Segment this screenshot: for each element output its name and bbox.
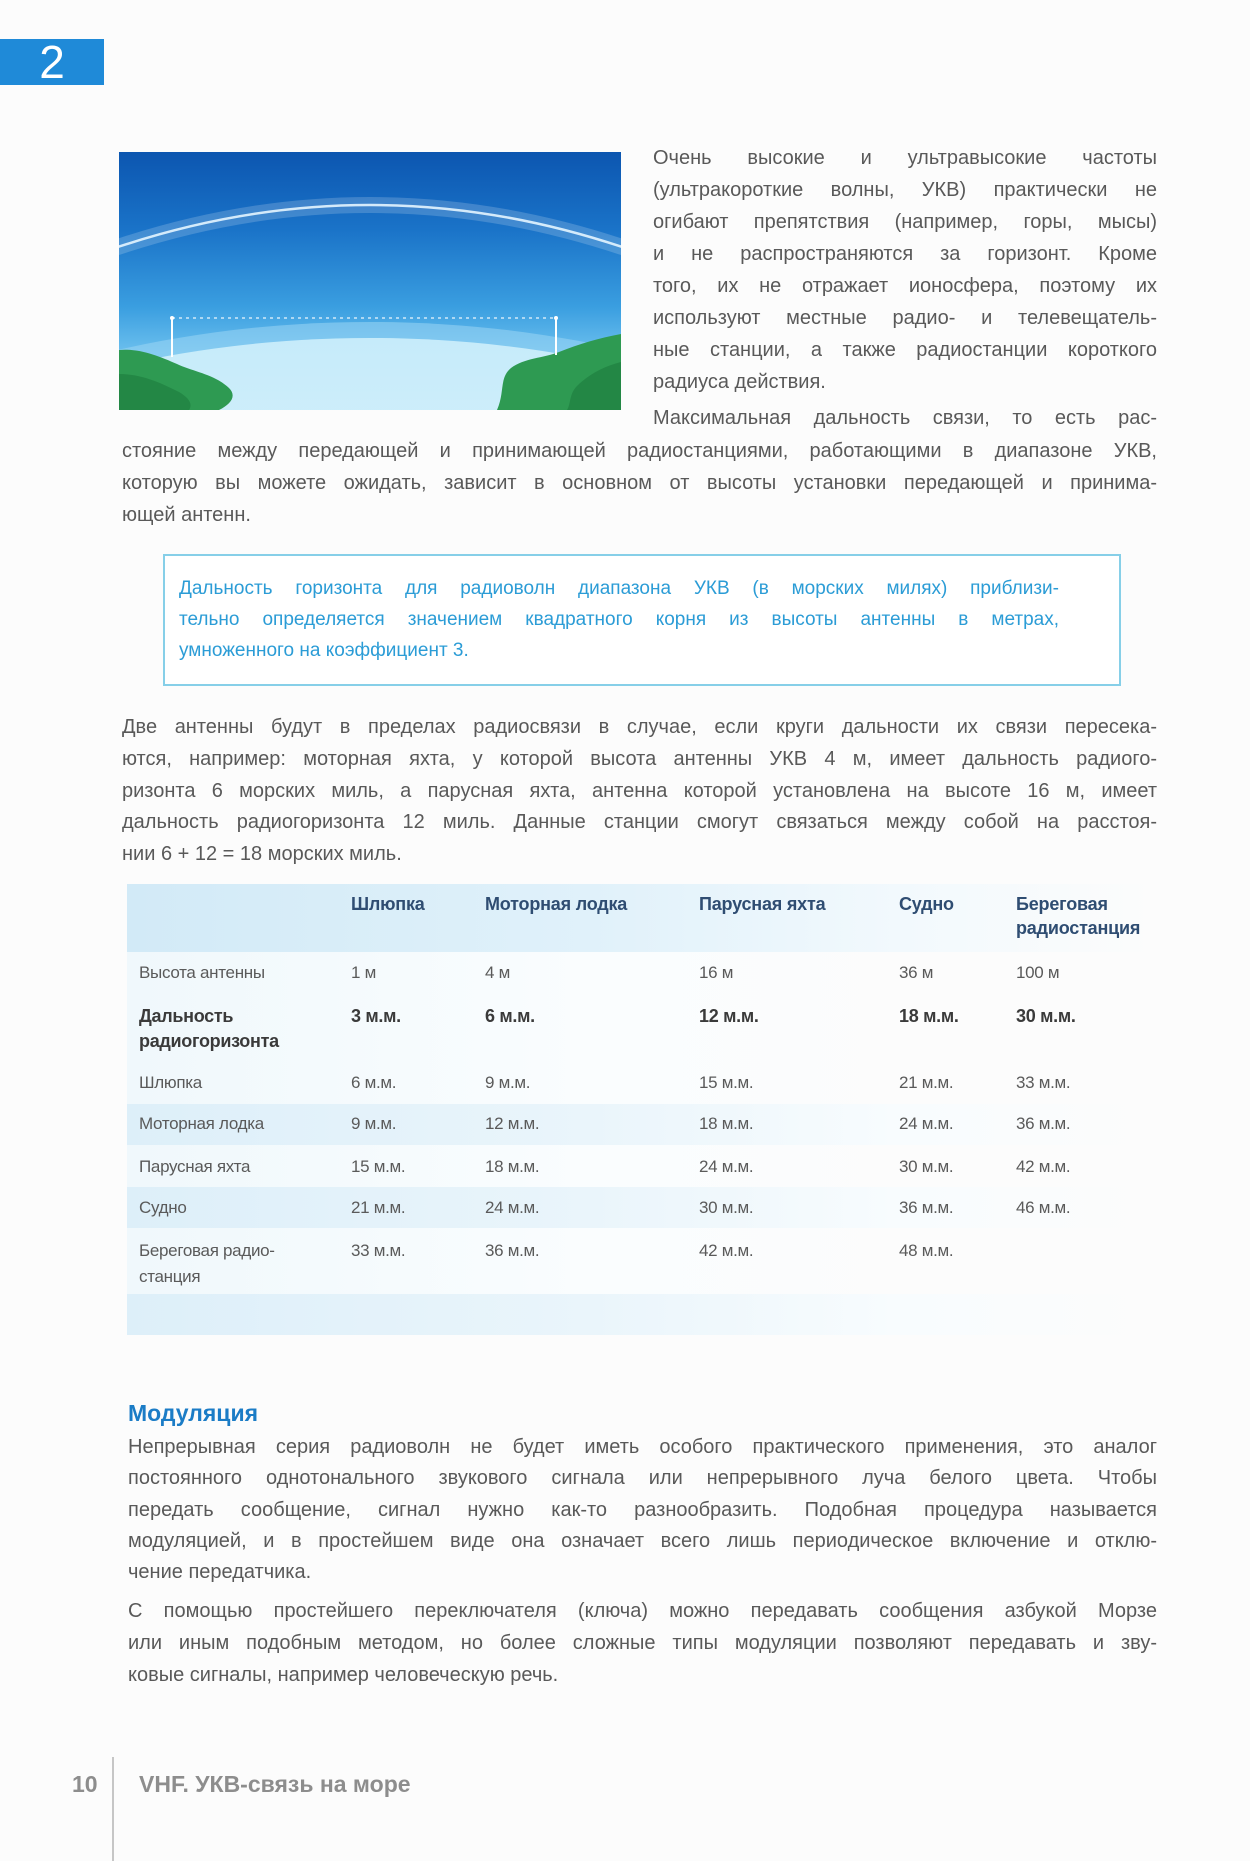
intro-line: радиуса действия. bbox=[653, 371, 826, 393]
intro-line: того, их не отражает ионосфера, поэтому их bbox=[653, 275, 1157, 297]
horizon-illustration-svg bbox=[119, 152, 621, 410]
table-corner-cell bbox=[127, 892, 345, 952]
antenna-left-tip bbox=[170, 316, 174, 320]
chapter-tab bbox=[0, 36, 104, 88]
table-cell: 18 м.м. bbox=[899, 1006, 959, 1026]
radio-range-table bbox=[127, 884, 1157, 1335]
table-row bbox=[127, 952, 1157, 994]
intro-line: (ультракороткие волны, УКВ) практически не bbox=[653, 179, 1157, 201]
modulation-paragraph-1-line: модуляцией, и в простейшем виде она означает всего лишь периодическое включение и отклю- bbox=[128, 1529, 1157, 1552]
range-text-line: Максимальная дальность связи, то есть рас- bbox=[653, 407, 1157, 429]
table-cell: 30 м.м. bbox=[1016, 1006, 1076, 1026]
table-cell: 15 м.м. bbox=[699, 1073, 754, 1092]
table-cell: 36 м.м. bbox=[899, 1198, 954, 1217]
modulation-paragraph-1 bbox=[128, 1432, 1157, 1588]
table-cell: 100 м bbox=[1016, 963, 1060, 982]
row-label: Моторная лодка bbox=[139, 1114, 264, 1133]
info-box bbox=[163, 554, 1121, 686]
table-row bbox=[127, 994, 1157, 1064]
range-text-line: стояние между передающей и принимающей радиостанциями, работающими в диапазоне УКВ, bbox=[122, 440, 1157, 462]
table-row bbox=[127, 1104, 1157, 1145]
table-cell: 9 м.м. bbox=[351, 1114, 397, 1133]
row-label: Шлюпка bbox=[139, 1073, 202, 1092]
range-text-line: ющей антенн. bbox=[122, 504, 251, 526]
example-paragraph bbox=[122, 712, 1157, 871]
modulation-paragraph-1-line: передать сообщение, сигнал нужно как-то разнообразить. Подобная процедура называется bbox=[128, 1498, 1157, 1521]
modulation-paragraph-2-line: ковые сигналы, например человеческую речь. bbox=[128, 1664, 559, 1686]
table-cell: 6 м.м. bbox=[351, 1073, 397, 1092]
example-text-line: Две антенны будут в пределах радиосвязи в случае, если круги дальности их связи пересека- bbox=[122, 716, 1157, 738]
table-cell: 9 м.м. bbox=[485, 1073, 531, 1092]
row-label: Парусная яхта bbox=[139, 1157, 251, 1176]
modulation-paragraph-1-line: постоянного однотонального звукового сигнала или непрерывного луча белого цвета. Чтобы bbox=[128, 1467, 1157, 1490]
table-cell: 12 м.м. bbox=[699, 1006, 759, 1026]
antenna-right-tip bbox=[554, 316, 558, 320]
table-row bbox=[127, 1187, 1157, 1228]
table-cell bbox=[1010, 1238, 1157, 1294]
table-cell: 18 м.м. bbox=[699, 1114, 754, 1133]
modulation-paragraph-2-line: или иным подобным методом, но более сложные типы модуляции позволяют передавать и зву- bbox=[128, 1632, 1157, 1654]
info-box-line: тельно определяется значением квадратного корня из высоты антенны в метрах, bbox=[179, 609, 1059, 630]
info-box-line: умноженного на коэффициент 3. bbox=[179, 640, 469, 661]
table-cell: 18 м.м. bbox=[485, 1157, 540, 1176]
table-cell: 33 м.м. bbox=[1016, 1073, 1071, 1092]
intro-line: Очень высокие и ультравысокие частоты bbox=[653, 147, 1157, 169]
info-box-text bbox=[179, 573, 1059, 666]
footer-divider bbox=[112, 1757, 114, 1861]
row-label: Высота антенны bbox=[139, 963, 265, 982]
table-cell: 15 м.м. bbox=[351, 1157, 406, 1176]
intro-paragraph bbox=[653, 142, 1157, 398]
intro-line: используют местные радио- и телевещатель- bbox=[653, 307, 1157, 329]
row-label: Береговая радио- станция bbox=[139, 1241, 275, 1286]
modulation-paragraph-1-line: Непрерывная серия радиоволн не будет иметь особого практического применения, это аналог bbox=[128, 1436, 1157, 1458]
table-cell: 48 м.м. bbox=[899, 1241, 954, 1260]
intro-line: огибают препятствия (например, горы, мысы) bbox=[653, 211, 1157, 233]
modulation-paragraph-2-line: С помощью простейшего переключателя (ключа) можно передавать сообщения азбукой Морзе bbox=[128, 1600, 1157, 1622]
page-number: 10 bbox=[72, 1771, 98, 1797]
modulation-paragraph-1-line: чение передатчика. bbox=[128, 1561, 312, 1584]
table-cell: 36 м.м. bbox=[1016, 1114, 1071, 1133]
row-label: Судно bbox=[139, 1198, 187, 1217]
table-cell: 24 м.м. bbox=[899, 1114, 954, 1133]
intro-line: ные станции, а также радиостанции короткого bbox=[653, 339, 1157, 361]
table-cell: 21 м.м. bbox=[351, 1198, 406, 1217]
table-cell: 16 м bbox=[699, 963, 734, 982]
horizon-illustration bbox=[119, 152, 621, 410]
column-header: Шлюпка bbox=[351, 894, 425, 914]
table-cell: 30 м.м. bbox=[899, 1157, 954, 1176]
column-header: Моторная лодка bbox=[485, 894, 628, 914]
table-cell: 24 м.м. bbox=[699, 1157, 754, 1176]
table-cell: 36 м.м. bbox=[485, 1241, 540, 1260]
running-title: VHF. УКВ-связь на море bbox=[139, 1771, 411, 1797]
table-cell: 4 м bbox=[485, 963, 510, 982]
range-text-line: которую вы можете ожидать, зависит в основном от высоты установки передающей и принима- bbox=[122, 472, 1157, 494]
table-cell: 21 м.м. bbox=[899, 1073, 954, 1092]
table-cell: 33 м.м. bbox=[351, 1241, 406, 1260]
column-header: Парусная яхта bbox=[699, 894, 826, 914]
range-paragraph bbox=[122, 402, 1157, 531]
example-text-line: ются, например: моторная яхта, у которой высота антенны УКВ 4 м, имеет дальность радиого- bbox=[122, 747, 1157, 770]
table-row bbox=[127, 1228, 1157, 1294]
table-cell: 1 м bbox=[351, 963, 376, 982]
table-cell: 46 м.м. bbox=[1016, 1198, 1071, 1217]
modulation-paragraph-2 bbox=[128, 1595, 1157, 1691]
table-cell: 24 м.м. bbox=[485, 1198, 540, 1217]
table-row bbox=[127, 1064, 1157, 1104]
intro-line: и не распространяются за горизонт. Кроме bbox=[653, 243, 1157, 265]
table-cell: 42 м.м. bbox=[699, 1241, 754, 1260]
row-label: Дальность радиогоризонта bbox=[139, 1006, 279, 1051]
example-text-line: ризонта 6 морских миль, а парусная яхта, антенна которой установлена на высоте 16 м, имеет bbox=[122, 779, 1157, 802]
table-cell: 12 м.м. bbox=[485, 1114, 540, 1133]
table-header-row bbox=[127, 884, 1157, 952]
table-footer-band bbox=[127, 1294, 1157, 1335]
column-header: Судно bbox=[899, 894, 954, 914]
table-cell: 6 м.м. bbox=[485, 1006, 535, 1026]
example-text-line: нии 6 + 12 = 18 морских миль. bbox=[122, 843, 402, 866]
table-cell: 3 м.м. bbox=[351, 1006, 401, 1026]
example-text-line: дальность радиогоризонта 12 миль. Данные станции смогут связаться между собой на расстоя- bbox=[122, 811, 1157, 834]
column-header: Береговая радиостанция bbox=[1016, 894, 1141, 938]
section-heading-modulation: Модуляция bbox=[128, 1400, 259, 1426]
chapter-number: 2 bbox=[39, 36, 65, 88]
info-box-line: Дальность горизонта для радиоволн диапазона УКВ (в морских милях) приблизи- bbox=[179, 578, 1059, 599]
table-row bbox=[127, 1145, 1157, 1187]
table-cell: 30 м.м. bbox=[699, 1198, 754, 1217]
table-cell: 42 м.м. bbox=[1016, 1157, 1071, 1176]
table-cell: 36 м bbox=[899, 963, 934, 982]
